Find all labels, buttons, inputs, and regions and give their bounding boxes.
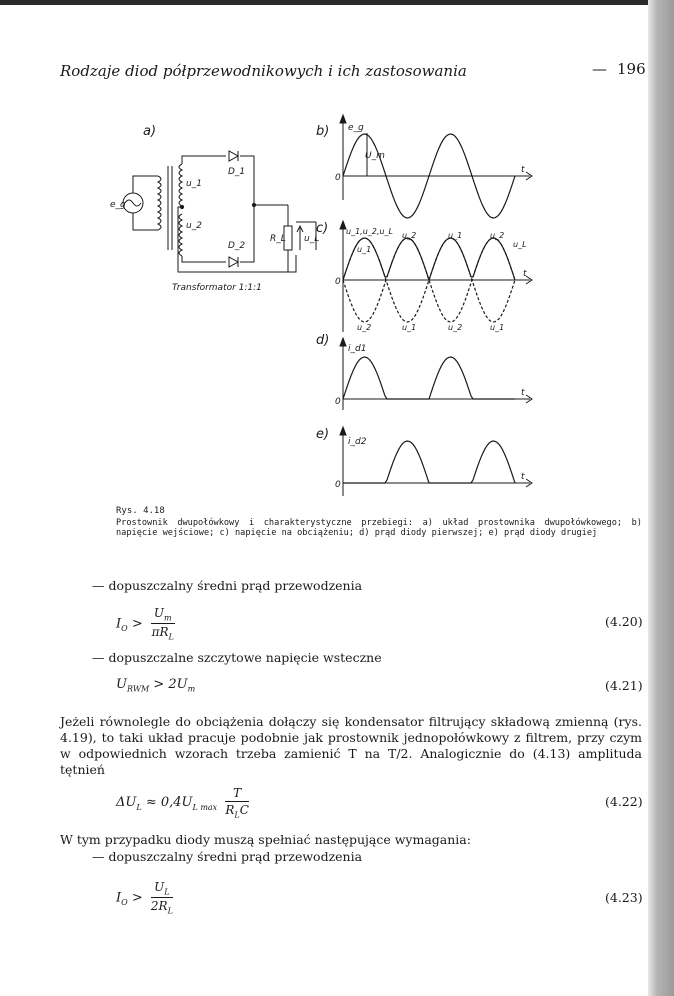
wave-c-top-label-3: u_1 — [448, 231, 463, 240]
eq422-fraction — [225, 786, 249, 819]
wave-c-top-label-4: u_2 — [490, 231, 505, 240]
wave-c-xlabel: t — [523, 269, 527, 279]
running-header-title: Rodzaje diod półprzewodnikowych i ich zastosowania — [60, 62, 467, 80]
wave-e-ylabel: i_d2 — [348, 437, 367, 447]
eq422-num: T — [225, 786, 249, 802]
eq423-num: U — [154, 880, 165, 894]
wave-b-origin: 0 — [335, 173, 341, 183]
eq422-den-sub: L — [234, 810, 240, 820]
eq420-fraction — [151, 606, 175, 642]
eq420-rel: > — [131, 616, 143, 632]
primary-coil — [158, 176, 161, 230]
rl-label: R_L — [270, 234, 286, 244]
eq423-den-sub: L — [167, 906, 173, 916]
wave-e-id2-pulses — [343, 441, 515, 483]
panel-label-e: e) — [316, 427, 330, 442]
figure-caption — [116, 506, 642, 539]
wave-b-ylabel: e_g — [348, 123, 364, 133]
source-label: e_g — [110, 200, 126, 210]
transformer-caption: Transformator 1:1:1 — [172, 283, 262, 293]
secondary-coil-2 — [179, 214, 182, 256]
circuit-diagram — [123, 151, 316, 272]
output-node — [252, 203, 255, 206]
eq423-fraction — [151, 880, 173, 916]
wave-c-origin: 0 — [335, 277, 341, 287]
axis-e — [343, 431, 532, 496]
eq421-lhs-sub: RWM — [126, 684, 150, 694]
center-tap-node — [180, 205, 183, 208]
caption-text: Prostownik dwupołówkowy i charakterystyczne przebiegi: a) układ prostownika dwupołówkowego; b) napięcie wejściowe; c) napięcie na obciążeniu; d) prąd diody pierwszej; e) prąd diody drugiej — [116, 517, 642, 539]
requirement-1: — dopuszczalny średni prąd przewodzenia — [92, 578, 363, 593]
wave-c-bottom-label-4: u_1 — [490, 323, 505, 332]
eq423-number: (4.23) — [605, 890, 643, 905]
eq421-lhs: U — [116, 677, 127, 692]
eq422-den: R — [225, 803, 235, 817]
caption-label: Rys. 4.18 — [116, 506, 165, 516]
wave-c-ylabel: u_1,u_2,u_L — [346, 227, 393, 236]
axis-b-arrow — [340, 115, 346, 123]
panel-label-b: b) — [316, 124, 330, 139]
eq420-num-sub: m — [164, 613, 172, 623]
u1-label: u_1 — [186, 179, 202, 189]
eq420-den-sub: L — [168, 632, 174, 642]
eq423-num-sub: L — [164, 887, 170, 897]
ul-label: u_L — [304, 234, 320, 244]
wave-b-xlabel: t — [521, 165, 525, 175]
eq423-lhs: I — [116, 890, 122, 906]
eq420-num: U — [153, 606, 165, 620]
wave-d-origin: 0 — [335, 397, 341, 407]
wave-e-xlabel: t — [521, 472, 525, 482]
wave-c-bottom-label-2: u_1 — [402, 323, 417, 332]
eq421-rhs-sub: m — [187, 684, 196, 694]
equation-4-22 — [116, 786, 249, 819]
eq420-den: πR — [151, 625, 169, 640]
requirement-3: — dopuszczalny średni prąd przewodzenia — [92, 849, 363, 864]
eq422-number: (4.22) — [605, 794, 643, 809]
eq422-lhs: ΔU — [116, 795, 137, 811]
axis-d-arrow — [340, 338, 346, 346]
eq423-rel: > — [131, 890, 143, 906]
equation-4-21 — [116, 677, 195, 694]
header-dash: — — [592, 60, 607, 78]
eq422-den-tail: C — [239, 803, 249, 817]
wave-c-ul-label: u_L — [513, 240, 527, 249]
axis-c — [343, 226, 532, 332]
u2-label: u_2 — [186, 221, 202, 231]
ul-arrow — [297, 226, 303, 250]
eq423-lhs-sub: O — [121, 897, 128, 907]
diode-d1-symbol — [229, 151, 238, 161]
panel-label-d: d) — [316, 333, 330, 348]
eq422-mid-sub: L max — [192, 802, 218, 812]
equation-4-23 — [116, 880, 173, 916]
d2-label: D_2 — [228, 241, 246, 251]
wave-d-id1-pulses — [343, 357, 515, 399]
eq420-number: (4.20) — [605, 614, 643, 629]
eq422-lhs-sub: L — [136, 802, 142, 812]
wave-c-bottom-label-1: u_2 — [357, 323, 372, 332]
requirement-2: — dopuszczalne szczytowe napięcie wsteczne — [92, 650, 382, 665]
wave-c-top-label-1: u_1 — [357, 245, 372, 254]
panel-label-c: c) — [316, 221, 329, 236]
wave-e-origin: 0 — [335, 480, 341, 490]
d1-label: D_1 — [228, 167, 246, 177]
equation-4-20 — [116, 606, 175, 642]
page-number: 196 — [617, 60, 646, 78]
wave-d-xlabel: t — [521, 388, 525, 398]
wave-b-amp-label: U_m — [365, 151, 385, 161]
source-wires — [133, 176, 158, 230]
eq421-number: (4.21) — [605, 678, 643, 693]
diode-d2-symbol — [229, 257, 238, 267]
wave-d-ylabel: i_d1 — [348, 344, 367, 354]
ac-source-wave — [125, 200, 141, 206]
axis-e-arrow — [340, 427, 346, 435]
paragraph-capacitor-text: Jeżeli równolegle do obciążenia dołączy się kondensator filtrujący składową zmienną (rys. 4.19), to taki układ pracuje podobnie jak prostownik jednopołówkowy z filtrem, przy czym w odpowiednich wzorach trzeba zamienić T na T/2. Analogicznie do (4.13) amplituda tętnień — [60, 714, 642, 777]
eq422-rel: ≈ 0,4U — [145, 795, 193, 811]
eq423-den: 2R — [150, 899, 168, 914]
paragraph-requirements: W tym przypadku diody muszą spełniać następujące wymagania: — [60, 832, 471, 847]
eq420-lhs-sub: O — [121, 623, 128, 633]
eq421-rel: > 2U — [153, 677, 188, 692]
wave-c-bottom-label-3: u_2 — [448, 323, 463, 332]
wave-c-top-label-2: u_2 — [402, 231, 417, 240]
eq420-lhs: I — [116, 616, 122, 632]
paragraph-capacitor — [60, 714, 642, 778]
panel-label-a: a) — [143, 124, 157, 139]
lower-branch — [182, 205, 254, 262]
secondary-coil-1 — [179, 164, 182, 206]
